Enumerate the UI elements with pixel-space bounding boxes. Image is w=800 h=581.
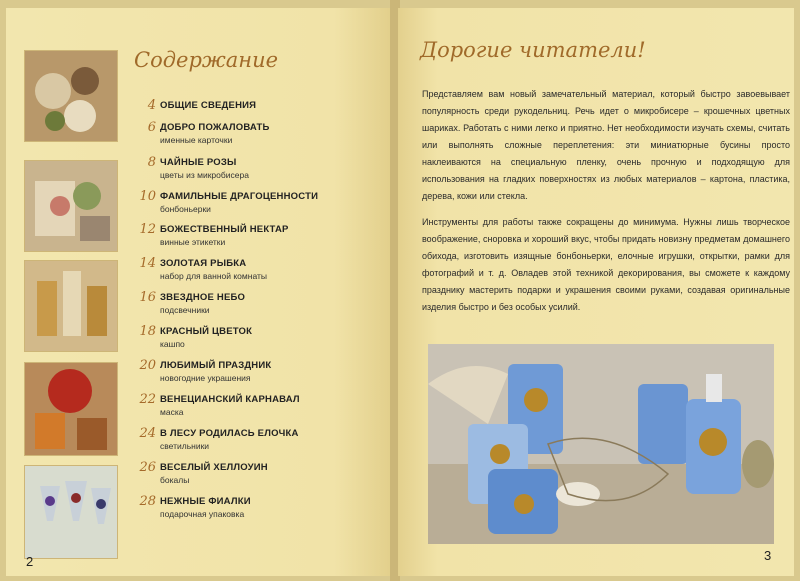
toc-entry-subtitle: маска (160, 407, 184, 417)
thumbnail-halloween-glasses (24, 465, 118, 559)
toc-entry-subtitle: винные этикетки (160, 237, 226, 247)
toc-item[interactable] (134, 290, 384, 320)
toc-item[interactable] (134, 324, 384, 354)
toc-entry-title: БОЖЕСТВЕННЫЙ НЕКТАР (160, 224, 289, 235)
toc-item[interactable] (134, 460, 384, 490)
toc-entry-subtitle: новогодние украшения (160, 373, 251, 383)
toc-page-number: 28 (139, 494, 156, 509)
toc-page-number: 26 (139, 460, 156, 475)
toc-page-number: 6 (147, 120, 156, 135)
contents-heading: Содержание (134, 48, 279, 72)
toc-entry-subtitle: бокалы (160, 475, 190, 485)
toc-item[interactable] (134, 155, 384, 185)
toc-item[interactable] (134, 426, 384, 456)
left-page (6, 8, 392, 576)
toc-entry-subtitle: подсвечники (160, 305, 210, 315)
toc-entry-title: ВЕНЕЦИАНСКИЙ КАРНАВАЛ (160, 394, 300, 405)
thumbnail-tea-roses (24, 160, 118, 252)
toc-page-number: 22 (139, 392, 156, 407)
toc-entry-subtitle: набор для ванной комнаты (160, 271, 267, 281)
toc-entry-subtitle: кашпо (160, 339, 185, 349)
toc-entry-title: ЧАЙНЫЕ РОЗЫ (160, 157, 237, 168)
toc-item[interactable] (134, 222, 384, 252)
toc-item[interactable] (134, 120, 384, 150)
toc-entry-title: ЗОЛОТАЯ РЫБКА (160, 258, 247, 269)
toc-entry-subtitle: подарочная упаковка (160, 509, 245, 519)
intro-paragraph-1: Представляем вам новый замечательный материал, который быстро завоевывает популярность среди рукодельниц. Речь идет о микробисере – крошечных цветных шариках. Работать с ними легко и приятно. Нет необходимости изучать схемы, считать или выполнять сложные переплетения: эти миниатюрные бусины просто наклеиваются на специальную пленку, очень прочную и подходящую для использования на гладких поверхностях из любых материалов – картона, пластика, дерева, кожи или стекла. (422, 89, 790, 201)
toc-page-number: 4 (147, 98, 156, 113)
toc-page-number: 12 (139, 222, 156, 237)
intro-heading: Дорогие читатели! (420, 38, 646, 62)
toc-page-number: 18 (139, 324, 156, 339)
toc-entry-title: КРАСНЫЙ ЦВЕТОК (160, 326, 253, 337)
bathroom-set-photo (428, 344, 774, 544)
toc-entry-title: ЛЮБИМЫЙ ПРАЗДНИК (160, 360, 272, 371)
toc-entry-subtitle: светильники (160, 441, 210, 451)
intro-paragraph-2: Инструменты для работы также сокращены до минимума. Нужны лишь творческое воображение, сноровка и хороший вкус, чтобы придать новизну предметам домашнего обихода, изготовить изящные бонбоньерки, елочные игрушки, открытки, рамки для фотографий и т. д. Овладев этой техникой декорирования, вы сможете к каждому празднику мастерить подарки и украшения своими руками, создавая оригинальные изделия быстро и без особых усилий. (422, 217, 790, 312)
toc-entry-title: НЕЖНЫЕ ФИАЛКИ (160, 496, 251, 507)
toc-entry-subtitle: именные карточки (160, 135, 233, 145)
toc-page-number: 14 (139, 256, 156, 271)
toc-entry-title: ОБЩИЕ СВЕДЕНИЯ (160, 100, 257, 111)
thumbnail-name-cards (24, 50, 118, 142)
toc-entry-subtitle: цветы из микробисера (160, 170, 249, 180)
thumbnail-red-flower (24, 362, 118, 456)
thumbnail-bath-set (24, 260, 118, 352)
right-page (398, 8, 794, 576)
toc-entry-title: ЗВЕЗДНОЕ НЕБО (160, 292, 246, 303)
page-number-right: 3 (764, 548, 772, 563)
toc-page-number: 20 (139, 358, 156, 373)
toc-item[interactable] (134, 358, 384, 388)
toc-item[interactable] (134, 189, 384, 219)
toc-page-number: 24 (139, 426, 156, 441)
toc-entry-title: ДОБРО ПОЖАЛОВАТЬ (160, 122, 270, 133)
toc-entry-title: В ЛЕСУ РОДИЛАСЬ ЕЛОЧКА (160, 428, 299, 439)
toc-entry-title: ФАМИЛЬНЫЕ ДРАГОЦЕННОСТИ (160, 191, 319, 202)
toc-entry-title: ВЕСЕЛЫЙ ХЕЛЛОУИН (160, 462, 268, 473)
toc-page-number: 10 (139, 189, 156, 204)
page-number-left: 2 (26, 554, 34, 569)
toc-item[interactable] (134, 256, 384, 286)
toc-item[interactable] (134, 392, 384, 422)
toc-item[interactable] (134, 494, 384, 524)
toc-page-number: 8 (147, 155, 156, 170)
toc-entry-subtitle: бонбоньерки (160, 204, 211, 214)
toc-page-number: 16 (139, 290, 156, 305)
